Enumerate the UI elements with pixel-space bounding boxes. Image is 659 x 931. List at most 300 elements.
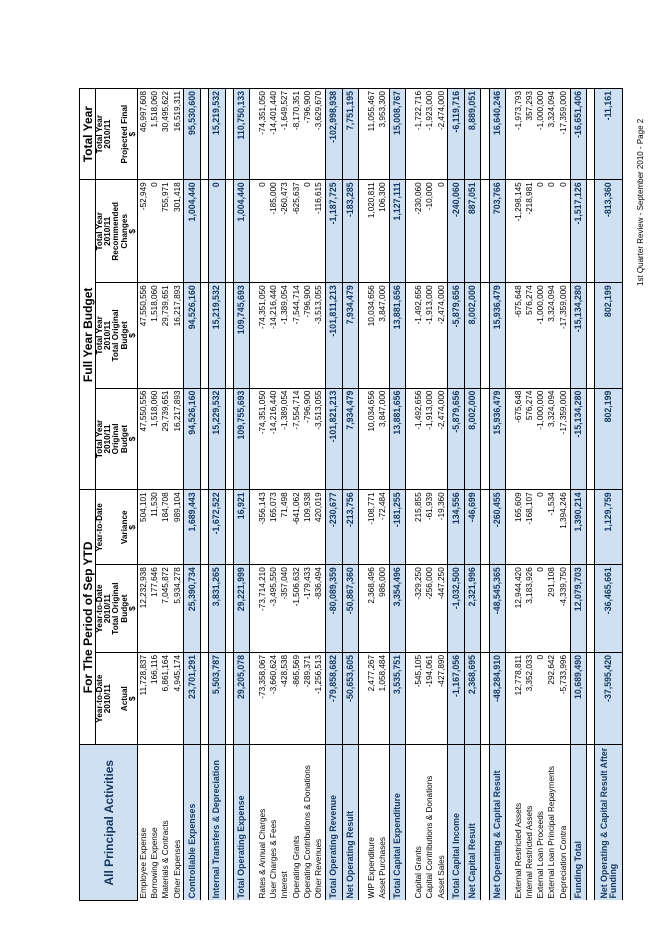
cell-value: 0 bbox=[302, 180, 313, 283]
cell-value: 1,127,111 bbox=[389, 180, 405, 283]
cell-value: 1,518,060 bbox=[149, 283, 160, 388]
column-header-unit: $ bbox=[129, 388, 138, 490]
cell-value: -1,000,000 bbox=[536, 388, 547, 490]
cell-value: -79,858,682 bbox=[326, 652, 342, 744]
cell-value: 3,847,000 bbox=[377, 388, 389, 490]
cell-value: 2,368,496 bbox=[366, 565, 377, 653]
cell-value: -213,756 bbox=[342, 490, 358, 565]
cell-value: 420,019 bbox=[314, 490, 326, 565]
cell-value: -17,359,000 bbox=[558, 388, 570, 490]
column-header-h4: Budget bbox=[121, 283, 129, 388]
cell-value: -1,534 bbox=[547, 490, 558, 565]
cell-value: -1,722,716 bbox=[413, 89, 424, 180]
cell-value: -1,000,000 bbox=[536, 89, 547, 180]
cell-value: 47,550,556 bbox=[138, 283, 150, 388]
cell-value: 1,518,060 bbox=[149, 89, 160, 180]
row-label: Other Revenues bbox=[314, 838, 324, 899]
row-label: Operating Contributions & Donations bbox=[302, 765, 312, 899]
cell-value: -3,660,624 bbox=[269, 652, 280, 744]
column-header-h2: 2010/11 bbox=[104, 388, 112, 490]
cell-value: -7,544,714 bbox=[291, 283, 302, 388]
cell-value: 7,751,195 bbox=[342, 89, 358, 180]
cell-value: -1,256,513 bbox=[314, 652, 326, 744]
cell-value: -1,923,000 bbox=[425, 89, 436, 180]
cell-value: -675,648 bbox=[513, 283, 524, 388]
full-year-group-header: Full Year Budget bbox=[80, 180, 96, 490]
cell-value: 47,550,556 bbox=[138, 388, 150, 490]
cell-value: 3,831,265 bbox=[209, 565, 225, 653]
column-header-h2: 2010/11 bbox=[104, 89, 112, 180]
cell-value: 802,199 bbox=[595, 388, 623, 490]
table-row bbox=[269, 89, 280, 901]
cell-value: -1,000,000 bbox=[536, 283, 547, 388]
column-header-h1: Year-to-Date bbox=[96, 565, 105, 653]
cell-value: 7,934,479 bbox=[342, 388, 358, 490]
total-row bbox=[233, 89, 249, 901]
table-row bbox=[425, 89, 436, 901]
cell-value: 2,368,695 bbox=[464, 652, 480, 744]
cell-value: -2,474,000 bbox=[436, 283, 448, 388]
cell-value: 1,394,246 bbox=[558, 490, 570, 565]
cell-value: 7,934,479 bbox=[342, 283, 358, 388]
cell-value: -80,089,359 bbox=[326, 565, 342, 653]
cell-value: 3,324,094 bbox=[547, 89, 558, 180]
cell-value: -52,949 bbox=[138, 180, 150, 283]
table-row bbox=[366, 89, 377, 901]
cell-value: -3,495,550 bbox=[269, 565, 280, 653]
cell-value: 989,104 bbox=[172, 490, 184, 565]
cell-value: -2,474,000 bbox=[436, 89, 448, 180]
cell-value: 8,889,051 bbox=[464, 89, 480, 180]
cell-value: -194,061 bbox=[425, 652, 436, 744]
total-row bbox=[184, 89, 200, 901]
cell-value: 29,739,651 bbox=[161, 388, 172, 490]
cell-value: 13,881,656 bbox=[389, 388, 405, 490]
cell-value: 2,477,267 bbox=[366, 652, 377, 744]
cell-value: 134,556 bbox=[448, 490, 464, 565]
row-label: User Charges & Fees bbox=[269, 819, 279, 899]
column-header-h2: 2010/11 bbox=[104, 180, 112, 283]
row-label: Borrowing Expense bbox=[150, 827, 159, 899]
row-label: Internal Transfers & Depreciation bbox=[209, 745, 225, 901]
table-row bbox=[149, 89, 160, 901]
cell-value: 166,116 bbox=[149, 652, 160, 744]
spacer-row bbox=[250, 89, 258, 901]
cell-value: -357,040 bbox=[280, 565, 291, 653]
cell-value: 1,020,811 bbox=[366, 180, 377, 283]
table-row bbox=[291, 89, 302, 901]
row-label: Other Expenses bbox=[172, 839, 182, 899]
cell-value: 7,045,872 bbox=[161, 565, 172, 653]
cell-value: -796,900 bbox=[302, 283, 313, 388]
cell-value: -101,811,213 bbox=[326, 283, 342, 388]
row-label: External Loan Principal Repayments bbox=[547, 766, 557, 899]
cell-value: -14,216,440 bbox=[269, 388, 280, 490]
total-row bbox=[448, 89, 464, 901]
table-row bbox=[536, 89, 547, 901]
cell-value: -73,358,067 bbox=[257, 652, 268, 744]
cell-value: -218,981 bbox=[524, 180, 535, 283]
cell-value: -1,492,656 bbox=[413, 283, 424, 388]
row-label: Operating Grants bbox=[291, 835, 301, 899]
cell-value: -240,060 bbox=[448, 180, 464, 283]
cell-value: 109,938 bbox=[302, 490, 313, 565]
column-header-h2 bbox=[104, 490, 112, 565]
cell-value: -15,134,280 bbox=[570, 388, 586, 490]
cell-value: -1,672,522 bbox=[209, 490, 225, 565]
cell-value: -6,119,716 bbox=[448, 89, 464, 180]
row-label: Capital Grants bbox=[413, 846, 423, 899]
cell-value: -168,107 bbox=[524, 490, 535, 565]
cell-value: -641,062 bbox=[291, 490, 302, 565]
cell-value: -1,649,527 bbox=[280, 89, 291, 180]
cell-value: 357,293 bbox=[524, 89, 535, 180]
cell-value: 703,766 bbox=[489, 180, 505, 283]
cell-value: 23,701,291 bbox=[184, 652, 200, 744]
cell-value: 10,034,656 bbox=[366, 283, 377, 388]
cell-value: 986,000 bbox=[377, 565, 389, 653]
cell-value: 110,750,133 bbox=[233, 89, 249, 180]
row-label: Asset Purchases bbox=[378, 837, 388, 899]
row-label: Total Capital Expenditure bbox=[389, 745, 405, 901]
column-header-unit: $ bbox=[129, 180, 138, 283]
cell-value: 1,518,060 bbox=[149, 388, 160, 490]
total-row bbox=[389, 89, 405, 901]
cell-value: -329,250 bbox=[413, 565, 424, 653]
cell-value: 10,689,490 bbox=[570, 652, 586, 744]
cell-value: 0 bbox=[558, 180, 570, 283]
cell-value: 5,503,787 bbox=[209, 652, 225, 744]
cell-value: -48,284,910 bbox=[489, 652, 505, 744]
cell-value: 1,004,440 bbox=[184, 180, 200, 283]
cell-value: 3,953,300 bbox=[377, 89, 389, 180]
cell-value: 1,129,759 bbox=[595, 490, 623, 565]
cell-value: -72,484 bbox=[377, 490, 389, 565]
table-row bbox=[558, 89, 570, 901]
cell-value: -256,000 bbox=[425, 565, 436, 653]
cell-value: 6,861,164 bbox=[161, 652, 172, 744]
cell-value: -427,890 bbox=[436, 652, 448, 744]
cell-value: -1,973,793 bbox=[513, 89, 524, 180]
column-header-h4: Budget bbox=[121, 388, 129, 490]
column-header-h1: Total Year bbox=[96, 283, 105, 388]
row-label: Total Operating Expense bbox=[233, 745, 249, 901]
cell-value: 30,495,622 bbox=[161, 89, 172, 180]
table-body bbox=[138, 89, 623, 901]
table-row bbox=[161, 89, 172, 901]
cell-value: -19,360 bbox=[436, 490, 448, 565]
cell-value: -545,105 bbox=[413, 652, 424, 744]
column-header-h1: Year-to-Date bbox=[96, 490, 105, 565]
spacer-row bbox=[406, 89, 414, 901]
cell-value: -675,648 bbox=[513, 388, 524, 490]
page-title: All Principal Activities bbox=[80, 745, 138, 901]
cell-value: 0 bbox=[149, 180, 160, 283]
column-header-h1: Total Year bbox=[96, 388, 105, 490]
row-label: Depreciation Contra bbox=[558, 825, 568, 899]
cell-value: 11,728,837 bbox=[138, 652, 150, 744]
cell-value: 292,642 bbox=[547, 652, 558, 744]
cell-value: -50,867,360 bbox=[342, 565, 358, 653]
row-label: Funding Total bbox=[570, 745, 586, 901]
cell-value: 0 bbox=[209, 180, 225, 283]
cell-value: -3,629,670 bbox=[314, 89, 326, 180]
cell-value: 3,324,094 bbox=[547, 388, 558, 490]
cell-value: 0 bbox=[547, 180, 558, 283]
cell-value: -428,538 bbox=[280, 652, 291, 744]
cell-value: -14,216,440 bbox=[269, 283, 280, 388]
cell-value: 12,232,938 bbox=[138, 565, 150, 653]
row-label: External Restricted Assets bbox=[513, 802, 523, 899]
cell-value: 165,073 bbox=[269, 490, 280, 565]
cell-value: 12,944,420 bbox=[513, 565, 524, 653]
cell-value: -796,900 bbox=[302, 89, 313, 180]
cell-value: 755,971 bbox=[161, 180, 172, 283]
cell-value: 15,008,767 bbox=[389, 89, 405, 180]
row-label: Materials & Contracts bbox=[161, 820, 171, 899]
row-label: Total Capital Income bbox=[448, 745, 464, 901]
cell-value: -116,615 bbox=[314, 180, 326, 283]
cell-value: -447,250 bbox=[436, 565, 448, 653]
column-header-h4: Variance bbox=[121, 490, 129, 565]
cell-value: -74,351,050 bbox=[257, 388, 268, 490]
cell-value: 2,321,996 bbox=[464, 565, 480, 653]
cell-value: -181,255 bbox=[389, 490, 405, 565]
cell-value: -14,401,440 bbox=[269, 89, 280, 180]
row-label: WIP Expenditure bbox=[366, 837, 376, 899]
cell-value: 29,221,999 bbox=[233, 565, 249, 653]
cell-value: 29,739,651 bbox=[161, 283, 172, 388]
cell-value: -1,032,500 bbox=[448, 565, 464, 653]
total-row bbox=[209, 89, 225, 901]
cell-value: 1,058,484 bbox=[377, 652, 389, 744]
total-year-group-header: Total Year bbox=[80, 89, 96, 180]
column-header-h4: Changes bbox=[121, 180, 129, 283]
cell-value: -102,998,938 bbox=[326, 89, 342, 180]
cell-value: -16,651,406 bbox=[570, 89, 586, 180]
cell-value: 576,274 bbox=[524, 283, 535, 388]
cell-value: 184,708 bbox=[161, 490, 172, 565]
column-header-h4: Projected Final bbox=[121, 89, 129, 180]
cell-value: -7,554,714 bbox=[291, 388, 302, 490]
cell-value: -10,000 bbox=[425, 180, 436, 283]
table-row bbox=[436, 89, 448, 901]
table-row bbox=[413, 89, 424, 901]
cell-value: -260,455 bbox=[489, 490, 505, 565]
cell-value: -5,879,656 bbox=[448, 283, 464, 388]
table-row bbox=[280, 89, 291, 901]
column-header-h1: Total Year bbox=[96, 180, 105, 283]
cell-value: -1,492,656 bbox=[413, 388, 424, 490]
column-header-h3: Total Original bbox=[112, 565, 120, 653]
cell-value: -61,939 bbox=[425, 490, 436, 565]
row-label: Rates & Annual Charges bbox=[257, 808, 267, 899]
cell-value: 106,300 bbox=[377, 180, 389, 283]
cell-value: -3,513,055 bbox=[314, 388, 326, 490]
cell-value: 16,217,893 bbox=[172, 388, 184, 490]
table-row bbox=[257, 89, 268, 901]
cell-value: 0 bbox=[536, 180, 547, 283]
cell-value: 11,055,467 bbox=[366, 89, 377, 180]
table-row bbox=[547, 89, 558, 901]
table-row bbox=[138, 89, 150, 901]
cell-value: -813,360 bbox=[595, 180, 623, 283]
cell-value: -289,371 bbox=[302, 652, 313, 744]
cell-value: 301,418 bbox=[172, 180, 184, 283]
cell-value: -185,000 bbox=[269, 180, 280, 283]
cell-value: 95,530,600 bbox=[184, 89, 200, 180]
cell-value: 16,217,893 bbox=[172, 283, 184, 388]
cell-value: -5,879,656 bbox=[448, 388, 464, 490]
row-label: Controllable Expenses bbox=[184, 745, 200, 901]
cell-value: -183,285 bbox=[342, 180, 358, 283]
cell-value: -3,513,055 bbox=[314, 283, 326, 388]
cell-value: -865,569 bbox=[291, 652, 302, 744]
cell-value: 12,079,703 bbox=[570, 565, 586, 653]
total-row bbox=[570, 89, 586, 901]
cell-value: -1,167,056 bbox=[448, 652, 464, 744]
cell-value: 11,530 bbox=[149, 490, 160, 565]
column-header-h1: Year-to-Date bbox=[96, 652, 105, 744]
row-label: Internal Restricted Assets bbox=[524, 805, 534, 899]
cell-value: 0 bbox=[257, 180, 268, 283]
row-label: Net Operating & Capital Result After Funding bbox=[595, 745, 623, 901]
row-label: Net Operating & Capital Result bbox=[489, 745, 505, 901]
total-row bbox=[489, 89, 505, 901]
cell-value: -1,517,126 bbox=[570, 180, 586, 283]
cell-value: 15,936,479 bbox=[489, 283, 505, 388]
total-row bbox=[342, 89, 358, 901]
cell-value: -230,060 bbox=[413, 180, 424, 283]
spacer-row bbox=[225, 89, 233, 901]
cell-value: -50,653,605 bbox=[342, 652, 358, 744]
cell-value: -17,359,000 bbox=[558, 89, 570, 180]
column-header-unit: $ bbox=[129, 490, 138, 565]
row-label: External Loan Proceeds bbox=[536, 811, 546, 899]
cell-value: 12,778,811 bbox=[513, 652, 524, 744]
cell-value: -1,187,725 bbox=[326, 180, 342, 283]
column-header-unit: $ bbox=[129, 89, 138, 180]
cell-value: 25,390,734 bbox=[184, 565, 200, 653]
cell-value: 15,229,532 bbox=[209, 388, 225, 490]
column-header-h1: Total Year bbox=[96, 89, 105, 180]
cell-value: -48,545,365 bbox=[489, 565, 505, 653]
column-header-h4: Budget bbox=[121, 565, 129, 653]
cell-value: 4,945,174 bbox=[172, 652, 184, 744]
cell-value: -1,389,054 bbox=[280, 388, 291, 490]
cell-value: 13,881,656 bbox=[389, 283, 405, 388]
table-row bbox=[172, 89, 184, 901]
column-header-unit: $ bbox=[129, 283, 138, 388]
total-row bbox=[464, 89, 480, 901]
cell-value: 1,004,440 bbox=[233, 180, 249, 283]
cell-value: -5,733,996 bbox=[558, 652, 570, 744]
cell-value: 576,274 bbox=[524, 388, 535, 490]
cell-value: -356,143 bbox=[257, 490, 268, 565]
cell-value: 3,183,926 bbox=[524, 565, 535, 653]
cell-value: 887,051 bbox=[464, 180, 480, 283]
cell-value: 177,646 bbox=[149, 565, 160, 653]
cell-value: -230,677 bbox=[326, 490, 342, 565]
spacer-row bbox=[587, 89, 595, 901]
cell-value: 3,324,094 bbox=[547, 283, 558, 388]
cell-value: 15,219,532 bbox=[209, 283, 225, 388]
cell-value: -1,298,145 bbox=[513, 180, 524, 283]
column-header-h4: Actual bbox=[121, 652, 129, 744]
table-row bbox=[377, 89, 389, 901]
cell-value: 0 bbox=[536, 490, 547, 565]
cell-value: 3,354,496 bbox=[389, 565, 405, 653]
cell-value: -2,474,000 bbox=[436, 388, 448, 490]
row-label: Net Capital Result bbox=[464, 745, 480, 901]
table-row bbox=[513, 89, 524, 901]
column-header-unit: $ bbox=[129, 565, 138, 653]
cell-value: 504,101 bbox=[138, 490, 150, 565]
cell-value: -17,359,000 bbox=[558, 283, 570, 388]
cell-value: 16,519,311 bbox=[172, 89, 184, 180]
ytd-group-header: For The Period of Sep YTD bbox=[80, 490, 96, 745]
cell-value: -74,351,050 bbox=[257, 89, 268, 180]
cell-value: 0 bbox=[436, 180, 448, 283]
spacer-row bbox=[200, 89, 208, 901]
cell-value: -11,161 bbox=[595, 89, 623, 180]
cell-value: -1,913,000 bbox=[425, 283, 436, 388]
column-header-h3: Recommended bbox=[112, 180, 120, 283]
cell-value: 10,034,656 bbox=[366, 388, 377, 490]
cell-value: -74,351,050 bbox=[257, 283, 268, 388]
cell-value: 802,199 bbox=[595, 283, 623, 388]
cell-value: 94,526,160 bbox=[184, 283, 200, 388]
cell-value: -1,506,632 bbox=[291, 565, 302, 653]
column-header-h3: Original bbox=[112, 388, 120, 490]
row-label: Capital Contributions & Donations bbox=[425, 775, 435, 899]
cell-value: -1,389,054 bbox=[280, 283, 291, 388]
cell-value: 0 bbox=[536, 652, 547, 744]
cell-value: -15,134,280 bbox=[570, 283, 586, 388]
cell-value: -4,339,750 bbox=[558, 565, 570, 653]
cell-value: -36,465,661 bbox=[595, 565, 623, 653]
cell-value: -179,433 bbox=[302, 565, 313, 653]
cell-value: 16,921 bbox=[233, 490, 249, 565]
cell-value: 8,002,000 bbox=[464, 388, 480, 490]
spacer-row bbox=[506, 89, 514, 901]
cell-value: 3,352,033 bbox=[524, 652, 535, 744]
cell-value: 109,755,693 bbox=[233, 388, 249, 490]
table-row bbox=[314, 89, 326, 901]
column-header-h3: Total Original bbox=[112, 283, 120, 388]
cell-value: -37,595,420 bbox=[595, 652, 623, 744]
cell-value: 94,526,160 bbox=[184, 388, 200, 490]
spacer-row bbox=[481, 89, 489, 901]
cell-value: -108,771 bbox=[366, 490, 377, 565]
row-label: Net Operating Result bbox=[342, 745, 358, 901]
page-footer: 1st Quarter Review - September 2010 - Page 2 bbox=[636, 118, 645, 286]
cell-value: 215,855 bbox=[413, 490, 424, 565]
cell-value: 29,205,078 bbox=[233, 652, 249, 744]
cell-value: 8,002,000 bbox=[464, 283, 480, 388]
report-table bbox=[79, 88, 623, 901]
cell-value: 0 bbox=[536, 565, 547, 653]
cell-value: 3,847,000 bbox=[377, 283, 389, 388]
cell-value: -625,637 bbox=[291, 180, 302, 283]
cell-value: 291,108 bbox=[547, 565, 558, 653]
cell-value: 3,535,751 bbox=[389, 652, 405, 744]
cell-value: -73,714,210 bbox=[257, 565, 268, 653]
cell-value: 165,609 bbox=[513, 490, 524, 565]
row-label: Interest bbox=[280, 871, 290, 899]
cell-value: -101,821,213 bbox=[326, 388, 342, 490]
column-header-h2: 2010/11 bbox=[104, 565, 112, 653]
